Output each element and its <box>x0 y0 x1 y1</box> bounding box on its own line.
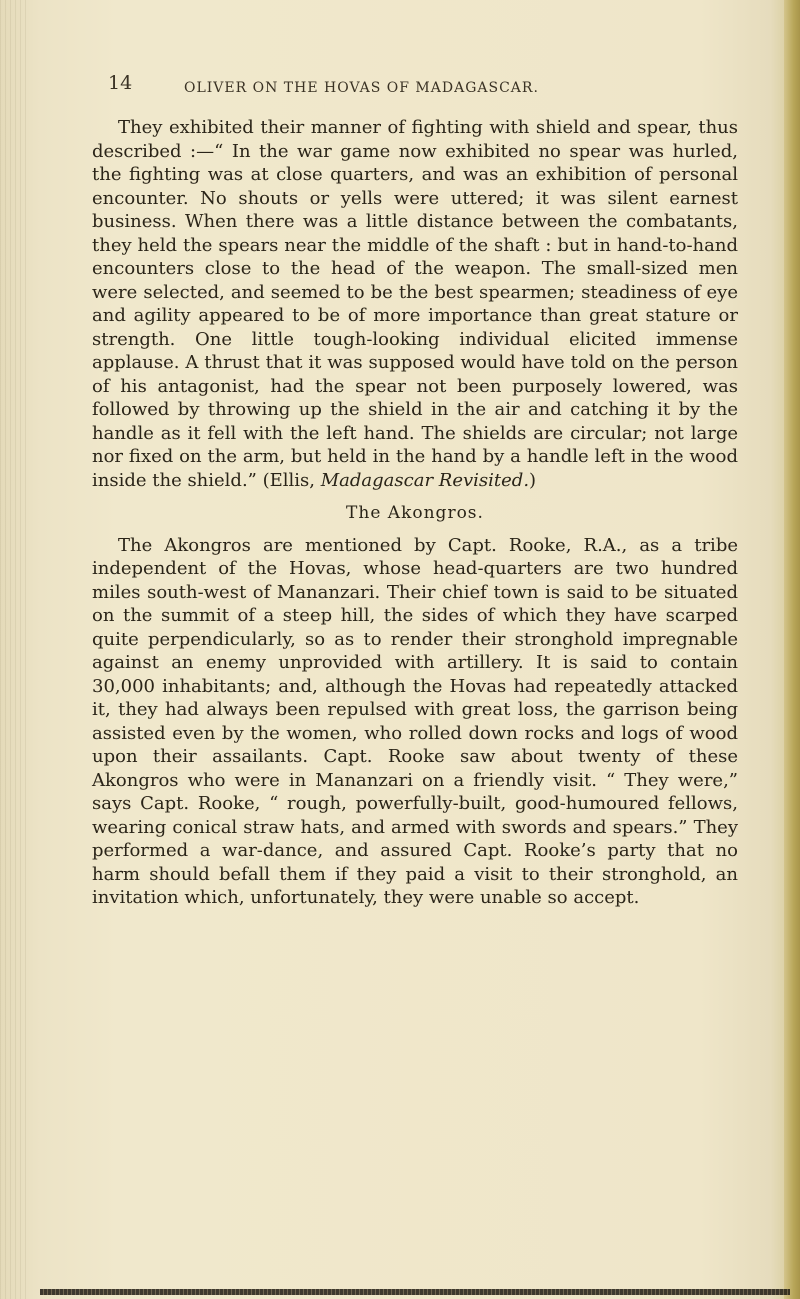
page-fore-edge <box>784 0 800 1299</box>
citation-open: (Ellis, <box>262 469 321 491</box>
paragraph-1-text: They exhibited their manner of fighting with shield and spear, thus described :—“ In the war game now exhibited no spear was hurled, the fighting was at close quarters, and was an exhibition of personal encounter. No shouts or yells were uttered; it was silent earnest business. When there was a little distance between the combatants, they held the spears near the middle of the shaft : but in hand-to-hand encounters close to the head of the weapon. The small-sized men were selected, and seemed to be the best spearmen; steadiness of eye and agility appeared to be of more importance than great stature or strength. One little tough-looking individual elicited immense applause. A thrust that it was supposed would have told on the person of his antagonist, had the spear not been purposely lowered, was followed by throwing up the shield in the air and catching it by the handle as it fell with the left hand. The shields are circular; not large nor fixed on the arm, but held in the hand by a handle left in the wood inside the shield.” <box>92 117 738 491</box>
paragraph-fighting-description <box>92 116 738 492</box>
page-gutter-edge <box>0 0 30 1299</box>
citation-work-title: Madagascar Revisited. <box>320 469 530 491</box>
citation-close: ) <box>529 469 537 491</box>
page-bottom-edge <box>40 1289 790 1295</box>
page-header <box>108 72 668 106</box>
page-number: 14 <box>108 72 133 94</box>
body-text <box>92 116 738 910</box>
paragraph-akongros <box>92 534 738 910</box>
section-heading: The Akongros. <box>346 503 484 523</box>
running-head: OLIVER ON THE HOVAS OF MADAGASCAR. <box>184 80 539 96</box>
paragraph-2-text: The Akongros are mentioned by Capt. Rooke, R.A., as a tribe independent of the Hovas, whose head-quarters are two hundred miles south-west of Mananzari. Their chief town is said to be situated on the summit of a steep hill, the sides of which they have scarped quite perpendicularly, so as to render their stronghold impregnable against an enemy unprovided with artillery. It is said to contain 30,000 inhabitants; and, although the Hovas had repeatedly attacked it, they had always been repulsed with great loss, the garrison being assisted even by the women, who rolled down rocks and logs of wood upon their assailants. Capt. Rooke saw about twenty of these Akongros who were in Mananzari on a friendly visit. “ They were,” says Capt. Rooke, “ rough, powerfully-built, good-humoured fellows, wearing conical straw hats, and armed with swords and spears.” They performed a war-dance, and assured Capt. Rooke’s party that no harm should befall them if they paid a visit to their stronghold, an invitation which, unfortunately, they were unable so accept. <box>92 534 738 908</box>
